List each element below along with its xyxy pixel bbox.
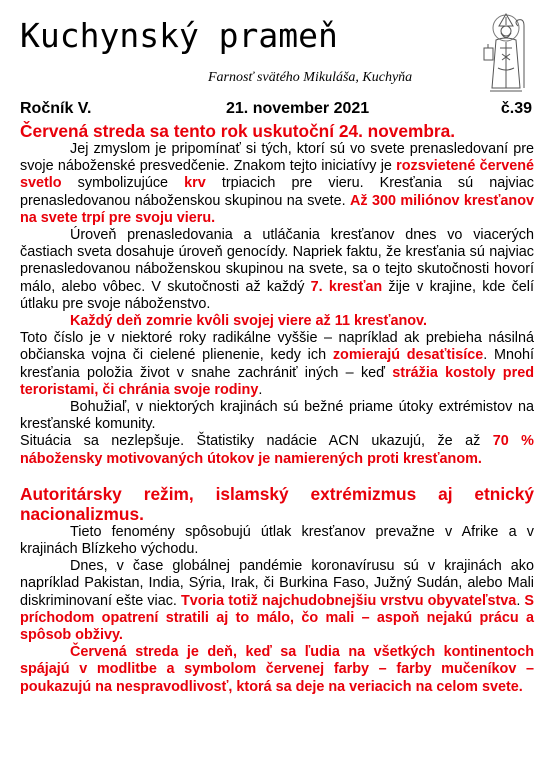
article1-paragraph-1 bbox=[20, 141, 534, 227]
article1-paragraph-3: Každý deň zomrie kvôli svojej viere až 11 kresťanov. bbox=[70, 313, 427, 330]
text-run: Jej zmyslom je pripomínať si tých, ktorí sú vo svete prenasledovaní pre svoje náboženské presvedčenie. Znakom tejto iniciatívy je bbox=[20, 141, 534, 175]
text-run: Situácia sa nezlepšuje. Štatistiky nadácie ACN ukazujú, že až bbox=[20, 433, 493, 450]
article1-paragraph-4 bbox=[20, 330, 534, 399]
text-run: trpiacich pre vieru. Kresťania sú najviac prenasledovanou náboženskou skupinou na svete. bbox=[20, 175, 534, 209]
highlight-guard-churches: strážia kostoly pred teroristami bbox=[20, 364, 534, 398]
article1-paragraph-5: Bohužiaľ, v niektorých krajinách sú bežné priame útoky extrémistov na kresťanské komunity. bbox=[20, 399, 534, 433]
text-run: . Mnohí kresťania položia život v snahe zachrániť iných – keď bbox=[20, 347, 534, 381]
text-run: symbolizujúce bbox=[61, 175, 185, 192]
article2-paragraph-2 bbox=[20, 558, 534, 644]
parish-name: Farnosť svätého Mikuláša, Kuchyňa bbox=[208, 70, 413, 85]
issue-info-row bbox=[20, 100, 532, 120]
text-run: . bbox=[516, 592, 525, 609]
text-run: Dnes, v čase globálnej pandémie koronavírusu sú v krajinách ako napríklad Pakistan, India, Sýria, Irak, či Burkina Faso, Južný Sudán, alebo Mali diskriminovaní ešte viac. bbox=[20, 558, 534, 609]
article2-headline: Autoritársky režim, islamský extrémizmus aj etnický nacionalizmus. bbox=[20, 483, 534, 524]
highlight-lost-livelihood: S príchodom opatrení stratili aj to málo, čo mali – aspoň nejakú prácu a spôsob obživy. bbox=[20, 592, 534, 644]
highlight-poorest-layer: Tvoria totiž najchudobnejšiu vrstvu obyvateľstva bbox=[181, 592, 517, 609]
masthead-title: Kuchynský prameň bbox=[20, 16, 338, 55]
highlight-tens-of-thousands: zomierajú desaťtisíce bbox=[332, 347, 484, 364]
issue-volume: Ročník V. bbox=[20, 100, 92, 117]
text-run: . bbox=[258, 381, 263, 398]
text-run: Toto číslo je v niektoré roky radikálne vyššie – napríklad ak prebieha násilná občianska vojna či cielené plienenie, kedy ich bbox=[20, 330, 534, 364]
saint-nicholas-bishop-icon bbox=[476, 8, 536, 94]
text-run: Úroveň prenasledovania a utláčania kresťanov dnes vo viacerých častiach sveta dosahuje úroveň genocídy. Napriek faktu, že kresťania sú najviac prenasledovanou náboženskou skupinou na svete, sa o tejto skutočnosti hovorí málo, alebo vôbec. V skutočnosti až každý bbox=[20, 227, 534, 295]
issue-date: 21. november 2021 bbox=[226, 100, 370, 117]
text-run: , bbox=[94, 381, 103, 398]
article2-paragraph-3: Červená streda je deň, keď sa ľudia na všetkých kontinentoch spájajú v modlitbe a symbolom červenej farby – farby mučeníkov – poukazujú na nespravodlivosť, ktorá sa deje na veriacich na celom svete. bbox=[20, 644, 534, 695]
article1-paragraph-6 bbox=[20, 433, 534, 467]
highlight-red-light: rozsvietené červené svetlo bbox=[20, 158, 535, 192]
article1-paragraph-2 bbox=[20, 227, 534, 313]
highlight-300-million: Až 300 miliónov kresťanov na svete trpí pre svoju vieru. bbox=[20, 192, 534, 226]
highlight-blood: krv bbox=[184, 175, 206, 192]
highlight-protect-families: či chránia svoje rodiny bbox=[102, 381, 259, 398]
issue-number: č.39 bbox=[500, 100, 532, 117]
article1-headline: Červená streda sa tento rok uskutoční 24. novembra. bbox=[20, 121, 456, 141]
text-run: žije v krajine, kde čelí útlaku pre svoje náboženstvo. bbox=[20, 278, 534, 312]
article2-paragraph-1: Tieto fenomény spôsobujú útlak kresťanov prevažne v Afrike a v krajinách Blízkeho východu. bbox=[20, 523, 534, 558]
highlight-70-percent: 70 % nábožensky motivovaných útokov je namierených proti kresťanom. bbox=[20, 433, 534, 467]
newsletter-content bbox=[20, 121, 534, 696]
highlight-7th-christian: 7. kresťan bbox=[310, 278, 383, 295]
